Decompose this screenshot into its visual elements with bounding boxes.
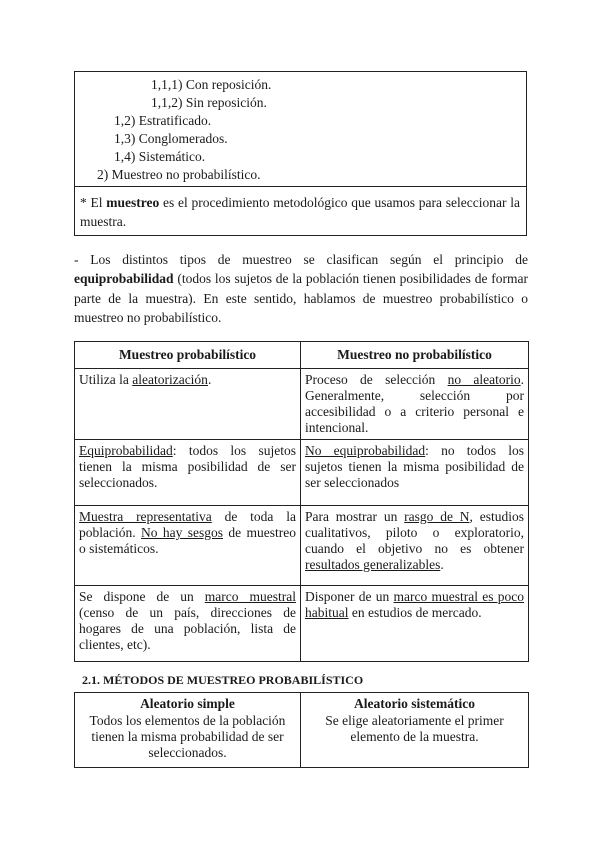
- table-row: [75, 440, 529, 506]
- underlined-term: marco muestral es poco habitual: [305, 589, 525, 620]
- underlined-term: No hay sesgos: [141, 525, 224, 540]
- cell-text: en estudios de mercado.: [348, 605, 482, 620]
- comparison-table: [74, 341, 529, 662]
- note-text: * El: [80, 195, 107, 210]
- section-title: 2.1. MÉTODOS DE MUESTREO PROBABILÍSTICO: [82, 673, 364, 687]
- definition-note-box: [74, 186, 527, 236]
- table-cell: [75, 506, 301, 586]
- table-row: [75, 506, 529, 586]
- table-cell: [301, 440, 529, 506]
- tree-line: 1,4) Sistemático.: [114, 149, 206, 164]
- cell-text: Utiliza la: [79, 372, 133, 387]
- underlined-term: No equiprobabilidad: [305, 443, 426, 458]
- cell-text: Proceso de selección: [305, 372, 448, 387]
- method-cell: [301, 693, 529, 768]
- intro-paragraph: [74, 250, 528, 327]
- method-description: Se elige aleatoriamente el primer elemento de la muestra.: [325, 713, 504, 744]
- cell-text: . Generalmente, selección por accesibilidad o a criterio personal e intencional.: [305, 372, 524, 435]
- tree-line: 1,1,2) Sin reposición.: [151, 95, 267, 110]
- tree-line: 1,1,1) Con reposición.: [151, 77, 272, 92]
- underlined-term: rasgo de N: [404, 509, 470, 524]
- sampling-tree-box: [74, 71, 527, 187]
- table-row: [75, 586, 529, 662]
- cell-text: : todos los sujetos tienen la misma posibilidad de ser seleccionados.: [79, 443, 296, 490]
- underlined-term: resultados generalizables: [305, 557, 441, 572]
- methods-table: [74, 692, 529, 768]
- cell-text: : no todos los sujetos tienen la misma posibilidad de ser seleccionados: [305, 443, 524, 490]
- cell-text: , estudios cualitativos, piloto o exploratorio, cuando el objetivo no es obtener: [305, 509, 524, 556]
- paragraph-text: (todos los sujetos de la población tienen posibilidades de formar parte de la muestra). En este sentido, hablamos de muestreo probabilístico o muestreo no probabilístico.: [74, 271, 528, 325]
- cell-text: Se dispone de un: [79, 589, 205, 604]
- tree-line: 2) Muestreo no probabilístico.: [97, 167, 261, 182]
- method-cell: [75, 693, 301, 768]
- definition-note: [80, 193, 520, 231]
- method-name: Aleatorio sistemático: [353, 696, 476, 711]
- paragraph-keyword: equiprobabilidad: [74, 271, 174, 287]
- tree-line: 1,2) Estratificado.: [114, 113, 212, 128]
- cell-text: .: [440, 557, 444, 572]
- cell-text: de muestreo o sistemáticos.: [79, 525, 296, 556]
- underlined-term: Equiprobabilidad: [79, 443, 173, 458]
- underlined-term: no aleatorio: [447, 372, 521, 387]
- cell-text: Disponer de un: [305, 589, 394, 604]
- table-cell: [301, 506, 529, 586]
- table-row: [75, 693, 529, 768]
- underlined-term: marco muestral: [204, 589, 296, 604]
- table-cell: [75, 440, 301, 506]
- table-cell: [75, 369, 301, 440]
- underlined-term: Muestra representativa: [79, 509, 212, 524]
- tree-line: 1,3) Conglomerados.: [114, 131, 228, 146]
- table-cell: [75, 586, 301, 662]
- table-header-row: [75, 342, 529, 369]
- method-name: Aleatorio simple: [140, 696, 235, 711]
- column-header: Muestreo probabilístico: [75, 342, 301, 369]
- table-cell: [301, 586, 529, 662]
- column-header: Muestreo no probabilístico: [301, 342, 529, 369]
- table-cell: [301, 369, 529, 440]
- method-description: Todos los elementos de la población tienen la misma probabilidad de ser seleccionados.: [89, 713, 286, 760]
- cell-text: .: [207, 372, 212, 387]
- cell-text: (censo de un país, direcciones de hogares de una población, lista de clientes, etc).: [79, 605, 296, 652]
- paragraph-text: - Los distintos tipos de muestreo se clasifican según el principio de: [74, 252, 528, 267]
- underlined-term: aleatorización: [132, 372, 208, 387]
- note-keyword: muestreo: [106, 195, 160, 210]
- cell-text: Para mostrar un: [305, 509, 405, 524]
- table-row: [75, 369, 529, 440]
- cell-text: de toda la población.: [79, 509, 296, 540]
- note-text: es el procedimiento metodológico que usamos para seleccionar la muestra.: [80, 195, 521, 229]
